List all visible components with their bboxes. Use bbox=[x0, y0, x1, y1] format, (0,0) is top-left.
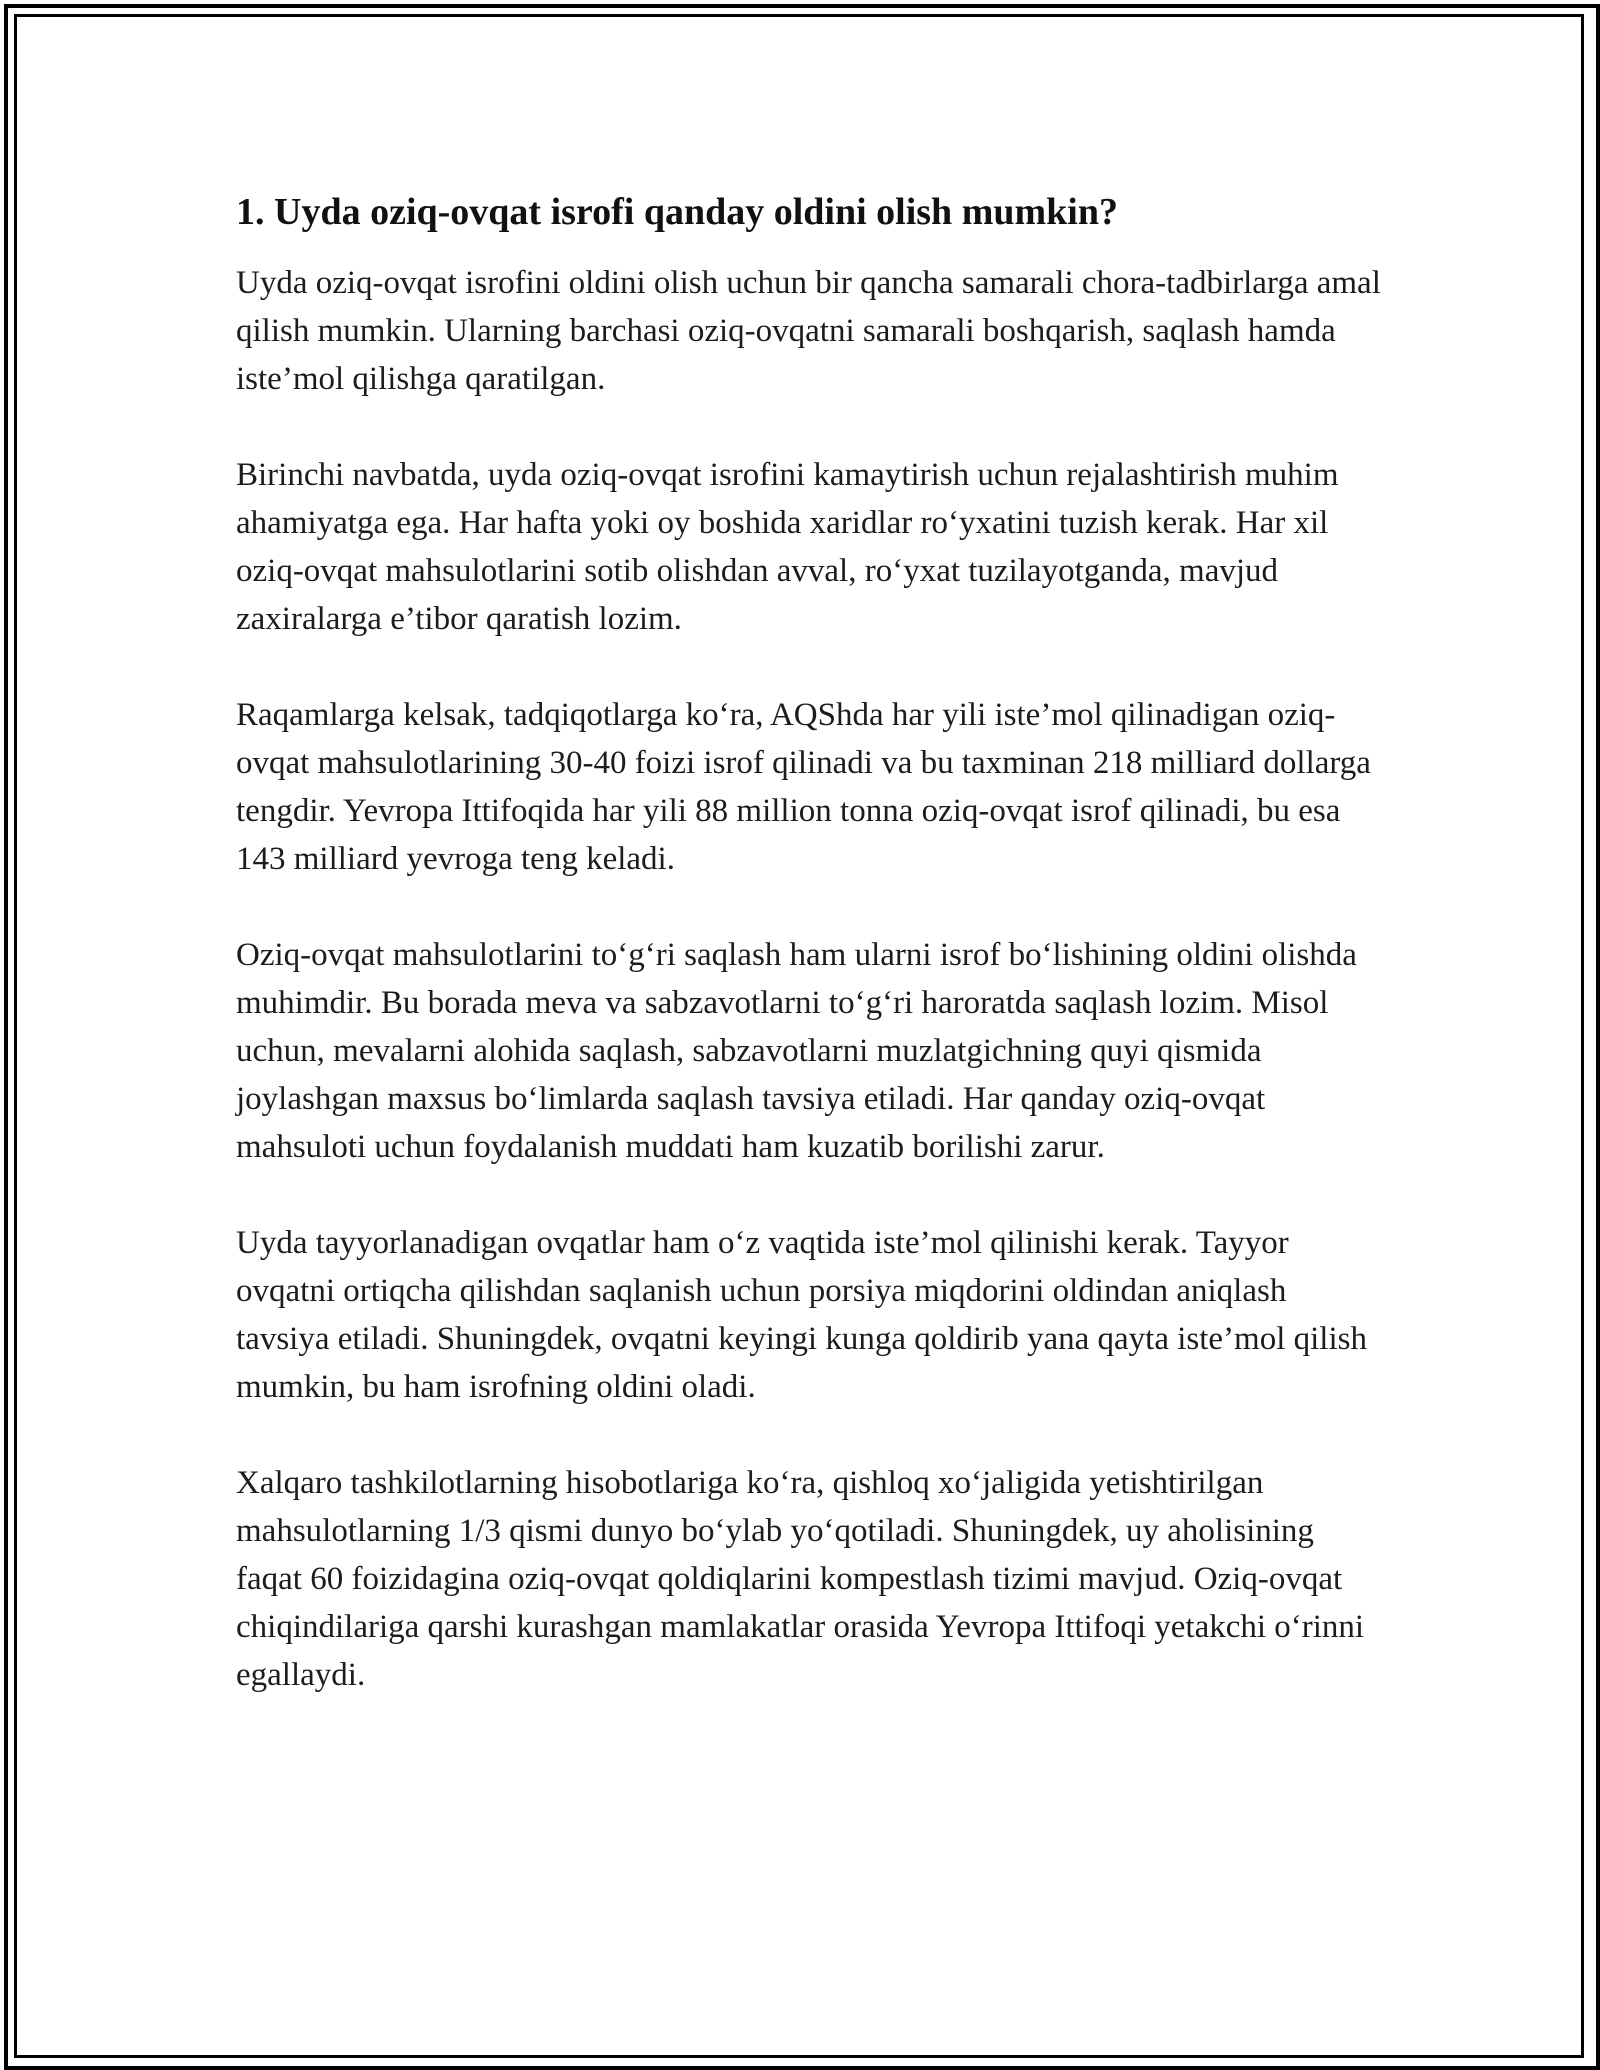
section-heading: 1. Uyda oziq-ovqat isrofi qanday oldini olish mumkin? bbox=[236, 191, 1118, 233]
document-body bbox=[236, 186, 1386, 1747]
paragraph-planning: Birinchi navbatda, uyda oziq-ovqat isrofini kamaytirish uchun rejalashtirish muhim ahamiyatga ega. Har hafta yoki oy boshida xaridlar ro‘yxatini tuzish kerak. Har xil oziq-ovqat mahsulotlarini sotib olishdan avval, ro‘yxat tuzilayotganda, mavjud zaxiralarga e’tibor qaratish lozim. bbox=[236, 457, 1339, 637]
paragraph-statistics: Raqamlarga kelsak, tadqiqotlarga ko‘ra, AQShda har yili iste’mol qilinadigan oziq-ovqat mahsulotlarining 30-40 foizi isrof qilinadi va bu taxminan 218 milliard dollarga tengdir. Yevropa Ittifoqida har yili 88 million tonna oziq-ovqat isrof qilinadi, bu esa 143 milliard yevroga teng keladi. bbox=[236, 697, 1371, 877]
paragraph-international: Xalqaro tashkilotlarning hisobotlariga ko‘ra, qishloq xo‘jaligida yetishtirilgan mahsulotlarning 1/3 qismi dunyo bo‘ylab yo‘qotiladi. Shuningdek, uy aholisining faqat 60 foizidagina oziq-ovqat qoldiqlarini kompestlash tizimi mavjud. Oziq-ovqat chiqindilariga qarshi kurashgan mamlakatlar orasida Yevropa Ittifoqi yetakchi o‘rinni egallaydi. bbox=[236, 1465, 1365, 1693]
paragraph-storage: Oziq-ovqat mahsulotlarini to‘g‘ri saqlash ham ularni isrof bo‘lishining oldini olishda muhimdir. Bu borada meva va sabzavotlarni to‘g‘ri haroratda saqlash lozim. Misol uchun, mevalarni alohida saqlash, sabzavotlarni muzlatgichning quyi qismida joylashgan maxsus bo‘limlarda saqlash tavsiya etiladi. Har qanday oziq-ovqat mahsuloti uchun foydalanish muddati ham kuzatib borilishi zarur. bbox=[236, 937, 1357, 1165]
paragraph-meals: Uyda tayyorlanadigan ovqatlar ham o‘z vaqtida iste’mol qilinishi kerak. Tayyor ovqatni ortiqcha qilishdan saqlanish uchun porsiya miqdorini oldindan aniqlash tavsiya etiladi. Shuningdek, ovqatni keyingi kunga qoldirib yana qayta iste’mol qilish mumkin, bu ham isrofning oldini oladi. bbox=[236, 1225, 1367, 1405]
paragraph-intro: Uyda oziq-ovqat isrofini oldini olish uchun bir qancha samarali chora-tadbirlarga amal qilish mumkin. Ularning barchasi oziq-ovqatni samarali boshqarish, saqlash hamda iste’mol qilishga qaratilgan. bbox=[236, 265, 1381, 397]
